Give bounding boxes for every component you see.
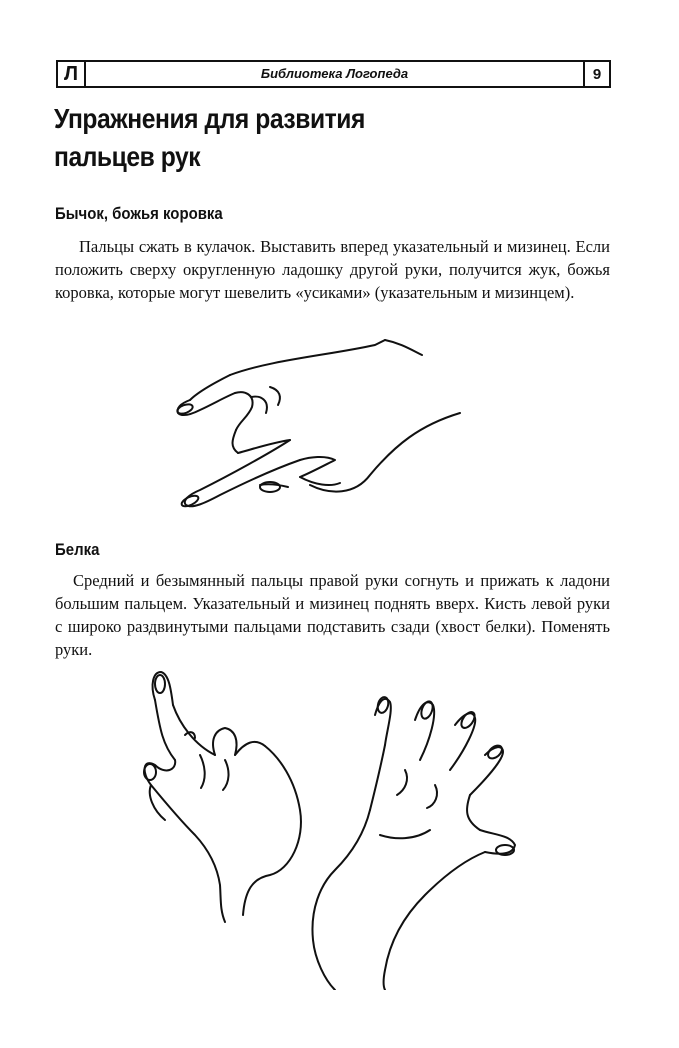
page-title-line-2: пальцев рук xyxy=(54,141,201,172)
hand-squirrel-illustration xyxy=(135,660,525,990)
section-heading-bull: Бычок, божья коровка xyxy=(55,204,223,223)
page-title xyxy=(54,100,512,176)
header-bar xyxy=(86,60,583,88)
section-text-bull: Пальцы сжать в кулачок. Выставить вперед указательный и мизинец. Если положить сверху округленную ладошку другой руки, получится жук, божья коровка, которые могут шевелить «усиками» (указательным и мизинцем). xyxy=(55,237,610,302)
header-letter-box: Л xyxy=(56,60,86,88)
page-title-line-1: Упражнения для развития xyxy=(54,103,365,134)
hand-bull-illustration xyxy=(160,335,490,515)
section-heading-squirrel: Белка xyxy=(55,540,100,559)
section-text-squirrel: Средний и безымянный пальцы правой руки согнуть и прижать к ладони большим пальцем. Указательный и мизинец поднять вверх. Кисть левой руки с широко раздвинутыми пальцами подставить сзади (хвост белки). Поменять руки. xyxy=(55,571,610,659)
header-title: Библиотека Логопеда xyxy=(260,66,409,81)
page-number: 9 xyxy=(583,60,611,88)
running-header xyxy=(56,60,611,88)
